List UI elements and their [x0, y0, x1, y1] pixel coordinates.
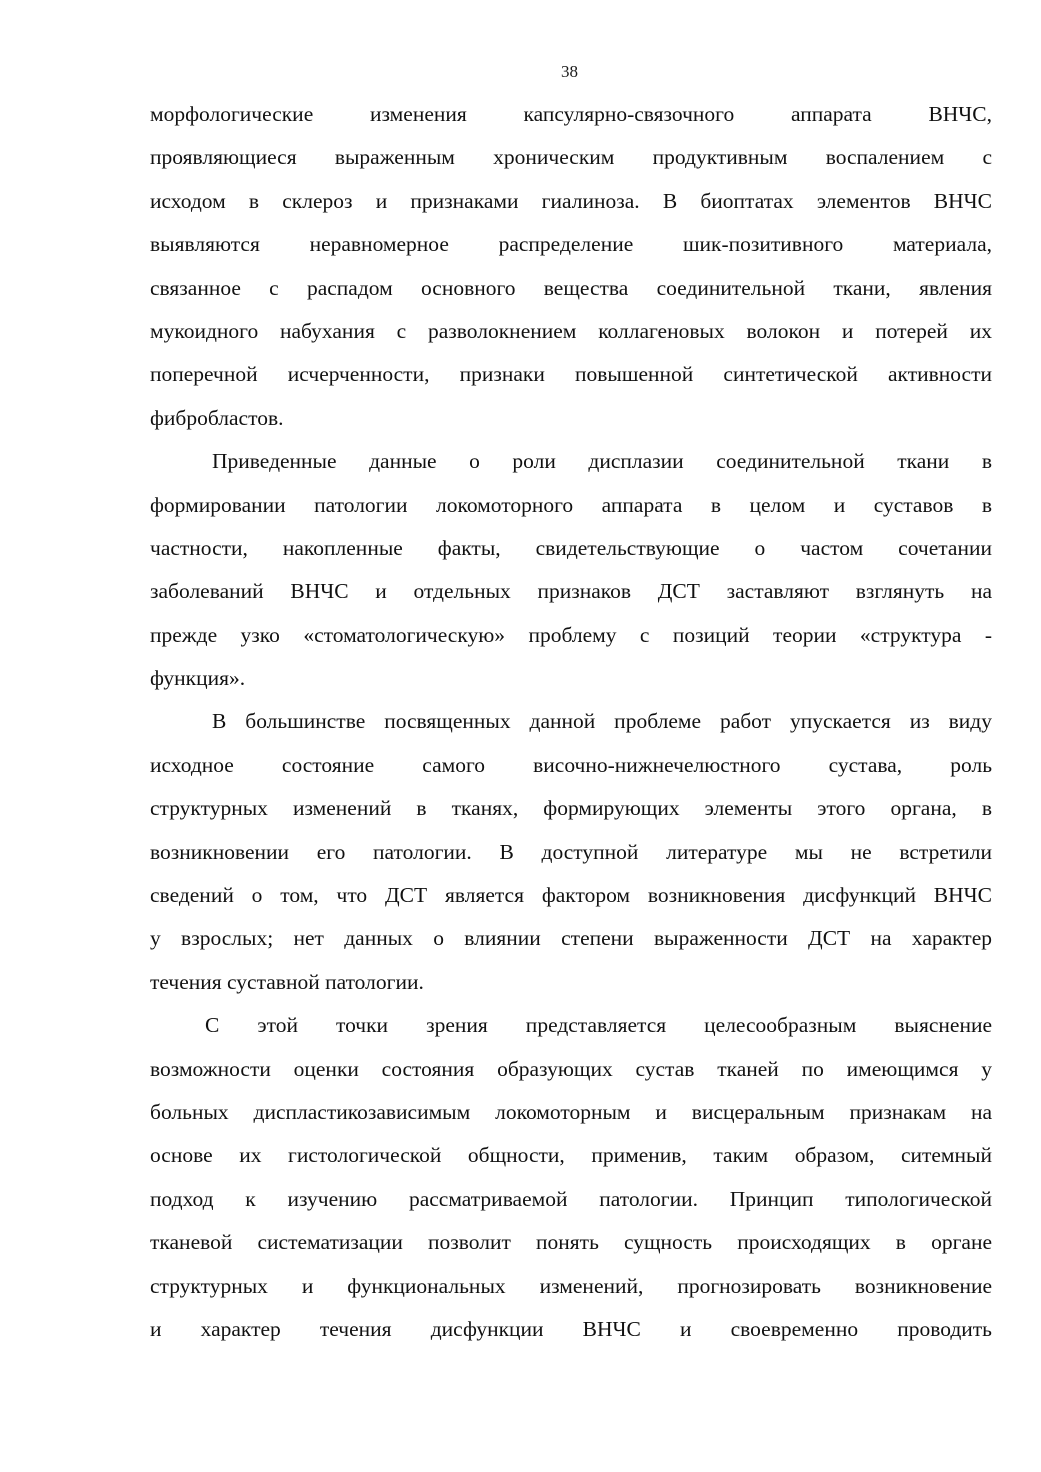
- text-line: структурных и функциональных изменений, прогнозировать возникновение: [150, 1273, 992, 1298]
- text-line: прежде узко «стоматологическую» проблему с позиций теории «структура -: [150, 622, 992, 647]
- text-line: морфологические изменения капсулярно-связочного аппарата ВНЧС,: [150, 102, 992, 126]
- text-line: и характер течения дисфункции ВНЧС и своевременно проводить: [150, 1316, 992, 1341]
- paragraph-first-line: В большинстве посвященных данной проблеме работ упускается из виду: [212, 709, 992, 734]
- text-line: возникновении его патологии. В доступной литературе мы не встретили: [150, 839, 992, 864]
- text-line: у взрослых; нет данных о влиянии степени выраженности ДСТ на характер: [150, 926, 992, 951]
- text-line: проявляющиеся выраженным хроническим продуктивным воспалением с: [150, 145, 992, 170]
- body-text: [150, 93, 992, 1351]
- text-line: выявляются неравномерное распределение шик-позитивного материала,: [150, 232, 992, 257]
- paragraph-first-line: Приведенные данные о роли дисплазии соединительной ткани в: [212, 449, 992, 474]
- text-line: поперечной исчерченности, признаки повышенной синтетической активности: [150, 362, 992, 387]
- text-line: частности, накопленные факты, свидетельствующие о частом сочетании: [150, 535, 992, 560]
- paragraph-first-line: С этой точки зрения представляется целесообразным выяснение: [205, 1013, 992, 1038]
- text-line: фибробластов.: [150, 405, 284, 430]
- text-line: подход к изучению рассматриваемой патологии. Принцип типологической: [150, 1186, 992, 1211]
- text-line: формировании патологии локомоторного аппарата в целом и суставов в: [150, 492, 992, 517]
- text-line: связанное с распадом основного вещества соединительной ткани, явления: [150, 275, 992, 300]
- text-line: основе их гистологической общности, применив, таким образом, ситемный: [150, 1143, 992, 1168]
- text-line: мукоидного набухания с разволокнением коллагеновых волокон и потерей их: [150, 318, 992, 343]
- text-line: исходом в склероз и признаками гиалиноза. В биоптатах элементов ВНЧС: [150, 188, 992, 213]
- text-line: заболеваний ВНЧС и отдельных признаков ДСТ заставляют взглянуть на: [150, 579, 992, 604]
- text-line: течения суставной патологии.: [150, 969, 424, 994]
- text-line: исходное состояние самого височно-нижнечелюстного сустава, роль: [150, 752, 992, 777]
- text-line: тканевой систематизации позволит понять сущность происходящих в органе: [150, 1230, 992, 1255]
- page-number: 38: [561, 62, 578, 81]
- text-line: сведений о том, что ДСТ является фактором возникновения дисфункций ВНЧС: [150, 883, 992, 908]
- text-line: структурных изменений в тканях, формирующих элементы этого органа, в: [150, 796, 992, 821]
- text-line: больных диспластикозависимым локомоторным и висцеральным признакам на: [150, 1099, 992, 1124]
- text-line: возможности оценки состояния образующих сустав тканей по имеющимся у: [150, 1056, 992, 1081]
- text-line: функция».: [150, 666, 246, 691]
